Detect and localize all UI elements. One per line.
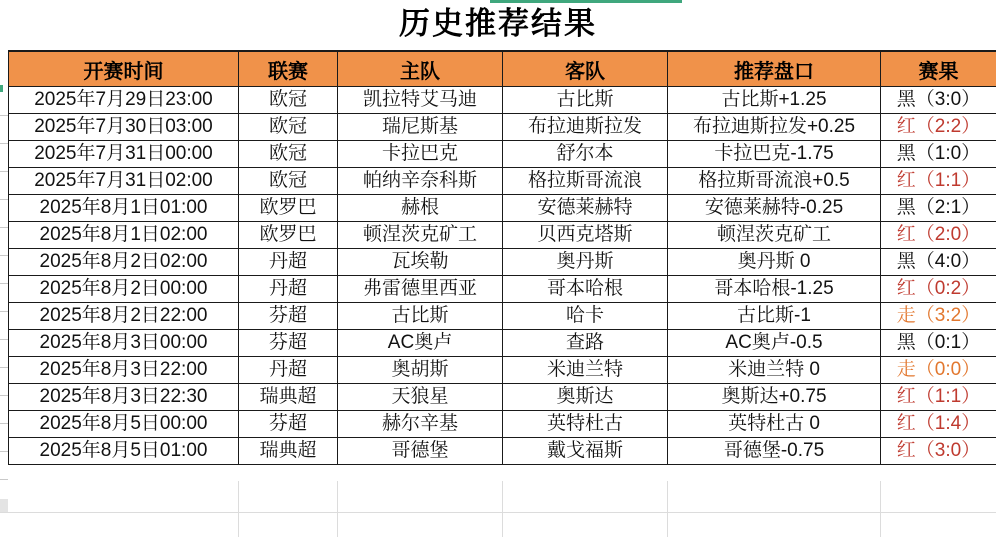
cell-away-team: 查路	[503, 330, 668, 357]
cell-result: 走（0:0）	[881, 357, 996, 384]
cell-result: 红（3:0）	[881, 438, 996, 465]
cell-away-team: 奥斯达	[503, 384, 668, 411]
cell-league: 欧冠	[239, 168, 338, 195]
table-row	[9, 330, 996, 357]
cell-time: 2025年7月29日23:00	[9, 87, 239, 114]
cell-time: 2025年7月30日03:00	[9, 114, 239, 141]
cell-home-team: 天狼星	[338, 384, 503, 411]
cell-league: 瑞典超	[239, 384, 338, 411]
table-row	[9, 276, 996, 303]
cell-time: 2025年8月5日00:00	[9, 411, 239, 438]
cell-result: 红（1:1）	[881, 384, 996, 411]
left-grey-cell	[0, 499, 8, 513]
cell-away-team: 古比斯	[503, 87, 668, 114]
cell-league: 芬超	[239, 411, 338, 438]
cell-time: 2025年8月3日00:00	[9, 330, 239, 357]
cell-league: 丹超	[239, 276, 338, 303]
cell-time: 2025年8月2日22:00	[9, 303, 239, 330]
cell-home-team: 卡拉巴克	[338, 141, 503, 168]
cell-time: 2025年8月5日01:00	[9, 438, 239, 465]
cell-handicap: 格拉斯哥流浪+0.5	[668, 168, 881, 195]
page-title: 历史推荐结果	[399, 6, 597, 41]
table-row	[9, 168, 996, 195]
cell-home-team: 瑞尼斯基	[338, 114, 503, 141]
cell-result: 红（2:2）	[881, 114, 996, 141]
cell-time: 2025年8月3日22:00	[9, 357, 239, 384]
cell-home-team: 哥德堡	[338, 438, 503, 465]
table-row	[9, 303, 996, 330]
col-header-home: 主队	[338, 51, 503, 87]
cell-away-team: 舒尔本	[503, 141, 668, 168]
cell-league: 欧罗巴	[239, 195, 338, 222]
cell-away-team: 米迪兰特	[503, 357, 668, 384]
cell-home-team: 帕纳辛奈科斯	[338, 168, 503, 195]
cell-away-team: 哥本哈根	[503, 276, 668, 303]
cell-home-team: 赫根	[338, 195, 503, 222]
cell-result: 红（2:0）	[881, 222, 996, 249]
empty-gridline-vertical	[667, 481, 668, 537]
cell-handicap: 奥斯达+0.75	[668, 384, 881, 411]
cell-handicap: 哥本哈根-1.25	[668, 276, 881, 303]
cell-away-team: 贝西克塔斯	[503, 222, 668, 249]
teal-corner-mark	[0, 85, 3, 92]
cell-handicap: 古比斯-1	[668, 303, 881, 330]
col-header-time: 开赛时间	[9, 51, 239, 87]
cell-handicap: 哥德堡-0.75	[668, 438, 881, 465]
cell-result: 黑（0:1）	[881, 330, 996, 357]
cell-league: 欧冠	[239, 141, 338, 168]
table-row	[9, 222, 996, 249]
cell-league: 芬超	[239, 330, 338, 357]
cell-handicap: 卡拉巴克-1.75	[668, 141, 881, 168]
empty-gridline-vertical	[880, 481, 881, 537]
table-row	[9, 249, 996, 276]
cell-result: 黑（1:0）	[881, 141, 996, 168]
cell-result: 黑（3:0）	[881, 87, 996, 114]
cell-home-team: 弗雷德里西亚	[338, 276, 503, 303]
cell-result: 黑（2:1）	[881, 195, 996, 222]
cell-time: 2025年8月1日02:00	[9, 222, 239, 249]
cell-result: 黑（4:0）	[881, 249, 996, 276]
history-results-table	[8, 50, 996, 465]
table-row	[9, 114, 996, 141]
cell-league: 欧冠	[239, 87, 338, 114]
cell-time: 2025年7月31日00:00	[9, 141, 239, 168]
table-row	[9, 195, 996, 222]
cell-away-team: 奥丹斯	[503, 249, 668, 276]
cell-home-team: 凯拉特艾马迪	[338, 87, 503, 114]
cell-time: 2025年8月1日01:00	[9, 195, 239, 222]
cell-handicap: 安德莱赫特-0.25	[668, 195, 881, 222]
table-row	[9, 141, 996, 168]
cell-league: 欧冠	[239, 114, 338, 141]
col-header-league: 联赛	[239, 51, 338, 87]
cell-handicap: 布拉迪斯拉发+0.25	[668, 114, 881, 141]
table-row	[9, 357, 996, 384]
cell-result: 红（1:4）	[881, 411, 996, 438]
cell-away-team: 戴戈福斯	[503, 438, 668, 465]
cell-handicap: 米迪兰特 0	[668, 357, 881, 384]
left-sheet-sliver	[0, 88, 8, 480]
cell-handicap: 英特杜古 0	[668, 411, 881, 438]
empty-gridline-horizontal	[0, 512, 996, 513]
col-header-away: 客队	[503, 51, 668, 87]
cell-away-team: 格拉斯哥流浪	[503, 168, 668, 195]
cell-handicap: 奥丹斯 0	[668, 249, 881, 276]
cell-home-team: 赫尔辛基	[338, 411, 503, 438]
cell-away-team: 英特杜古	[503, 411, 668, 438]
empty-gridline-vertical	[238, 481, 239, 537]
cell-league: 瑞典超	[239, 438, 338, 465]
empty-gridline-vertical	[337, 481, 338, 537]
table-row	[9, 384, 996, 411]
table-row	[9, 411, 996, 438]
cell-home-team: 奥胡斯	[338, 357, 503, 384]
cell-handicap: 古比斯+1.25	[668, 87, 881, 114]
col-header-handicap: 推荐盘口	[668, 51, 881, 87]
cell-home-team: 瓦埃勒	[338, 249, 503, 276]
cell-time: 2025年8月2日02:00	[9, 249, 239, 276]
cell-league: 丹超	[239, 357, 338, 384]
cell-league: 丹超	[239, 249, 338, 276]
cell-result: 走（3:2）	[881, 303, 996, 330]
cell-away-team: 安德莱赫特	[503, 195, 668, 222]
cell-away-team: 哈卡	[503, 303, 668, 330]
col-header-result: 赛果	[881, 51, 996, 87]
cell-home-team: 顿涅茨克矿工	[338, 222, 503, 249]
cell-home-team: 古比斯	[338, 303, 503, 330]
table-row	[9, 438, 996, 465]
cell-time: 2025年7月31日02:00	[9, 168, 239, 195]
cell-time: 2025年8月2日00:00	[9, 276, 239, 303]
cell-league: 欧罗巴	[239, 222, 338, 249]
empty-gridline-vertical	[502, 481, 503, 537]
table-row	[9, 87, 996, 114]
header-row	[9, 51, 996, 87]
cell-home-team: AC奥卢	[338, 330, 503, 357]
cell-league: 芬超	[239, 303, 338, 330]
cell-result: 红（1:1）	[881, 168, 996, 195]
cell-away-team: 布拉迪斯拉发	[503, 114, 668, 141]
cell-handicap: AC奥卢-0.5	[668, 330, 881, 357]
cell-handicap: 顿涅茨克矿工	[668, 222, 881, 249]
cell-time: 2025年8月3日22:30	[9, 384, 239, 411]
cell-result: 红（0:2）	[881, 276, 996, 303]
